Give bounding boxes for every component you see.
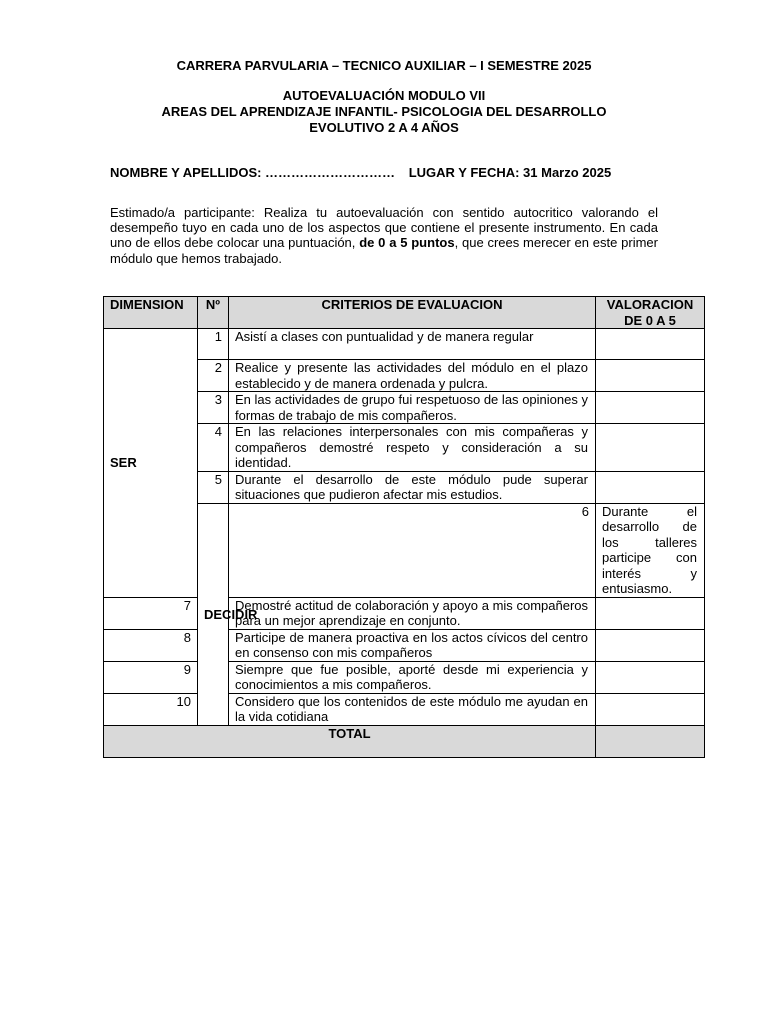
score-cell[interactable] <box>596 329 705 360</box>
instructions-paragraph <box>110 205 658 266</box>
evaluation-table <box>103 296 705 758</box>
criterion-text: Asistí a clases con puntualidad y de manera regular <box>229 329 596 360</box>
criterion-text: Siempre que fue posible, aporté desde mi experiencia y conocimientos a mis compañeros. <box>229 661 596 693</box>
instructions-text-2: , que crees merecer en este primer módulo que hemos trabajado. <box>110 235 658 266</box>
name-field-label: NOMBRE Y APELLIDOS: ………………………… <box>110 165 396 180</box>
score-cell[interactable] <box>596 392 705 424</box>
header-dimension: DIMENSION <box>104 297 198 329</box>
criterion-text: Participe de manera proactiva en los actos cívicos del centro en consenso con mis compañeros <box>229 629 596 661</box>
criterion-number: 1 <box>198 329 229 360</box>
score-cell[interactable] <box>596 661 705 693</box>
criterion-number: 3 <box>198 392 229 424</box>
dimension-ser: SER <box>104 329 198 598</box>
program-title: CARRERA PARVULARIA – TECNICO AUXILIAR – I SEMESTRE 2025 <box>176 58 592 73</box>
criterion-number: 6 <box>229 503 596 597</box>
criterion-text: En las relaciones interpersonales con mis compañeras y compañeros demostré respeto y consideración a su identidad. <box>229 424 596 472</box>
criterion-text: Demostré actitud de colaboración y apoyo a mis compañeros para un mejor aprendizaje en conjunto. <box>229 597 596 629</box>
instructions-text-1: Estimado/a participante: Realiza tu autoevaluación con sentido autocritico valorando el desempeño tuyo en cada uno de los aspectos que contiene el presente instrumento. En cada uno de ellos debe colocar una puntuación, <box>110 205 658 251</box>
module-subject-cont: EVOLUTIVO 2 A 4 AÑOS <box>309 120 459 135</box>
score-cell[interactable] <box>596 360 705 392</box>
header-score: VALORACION DE 0 A 5 <box>596 297 705 329</box>
total-score-cell[interactable] <box>596 725 705 757</box>
table-header-row <box>104 297 705 329</box>
total-row <box>104 725 705 757</box>
module-subject: AREAS DEL APRENDIZAJE INFANTIL- PSICOLOGIA DEL DESARROLLO <box>161 104 607 119</box>
score-cell[interactable] <box>596 629 705 661</box>
table-row <box>104 629 705 661</box>
place-date: LUGAR Y FECHA: 31 Marzo 2025 <box>408 165 612 180</box>
instructions-score-range: de 0 a 5 puntos <box>359 235 455 251</box>
table-row <box>104 597 705 629</box>
score-cell[interactable] <box>596 471 705 503</box>
table-row <box>104 693 705 725</box>
identification-line <box>110 165 621 181</box>
criterion-text: Durante el desarrollo de los talleres participe con interés y entusiasmo. <box>596 503 705 597</box>
criterion-number: 9 <box>104 661 198 693</box>
score-cell[interactable] <box>596 424 705 472</box>
total-label: TOTAL <box>104 725 596 757</box>
dimension-decidir: DECIDIR <box>198 503 229 725</box>
table-row <box>104 329 705 360</box>
criterion-number: 2 <box>198 360 229 392</box>
table-row <box>104 661 705 693</box>
criterion-number: 7 <box>104 597 198 629</box>
criterion-number: 8 <box>104 629 198 661</box>
criterion-number: 5 <box>198 471 229 503</box>
criterion-number: 10 <box>104 693 198 725</box>
criterion-text: Durante el desarrollo de este módulo pude superar situaciones que pudieron afectar mis estudios. <box>229 471 596 503</box>
criterion-number: 4 <box>198 424 229 472</box>
header-number: Nº <box>198 297 229 329</box>
criterion-text: Realice y presente las actividades del módulo en el plazo establecido y de manera ordenada y pulcra. <box>229 360 596 392</box>
evaluation-title: AUTOEVALUACIÓN MODULO VII <box>282 88 486 103</box>
criterion-text: Considero que los contenidos de este módulo me ayudan en la vida cotidiana <box>229 693 596 725</box>
criterion-text: En las actividades de grupo fui respetuoso de las opiniones y formas de trabajo de mis compañeros. <box>229 392 596 424</box>
header-criteria: CRITERIOS DE EVALUACION <box>229 297 596 329</box>
score-cell[interactable] <box>596 693 705 725</box>
score-cell[interactable] <box>596 597 705 629</box>
